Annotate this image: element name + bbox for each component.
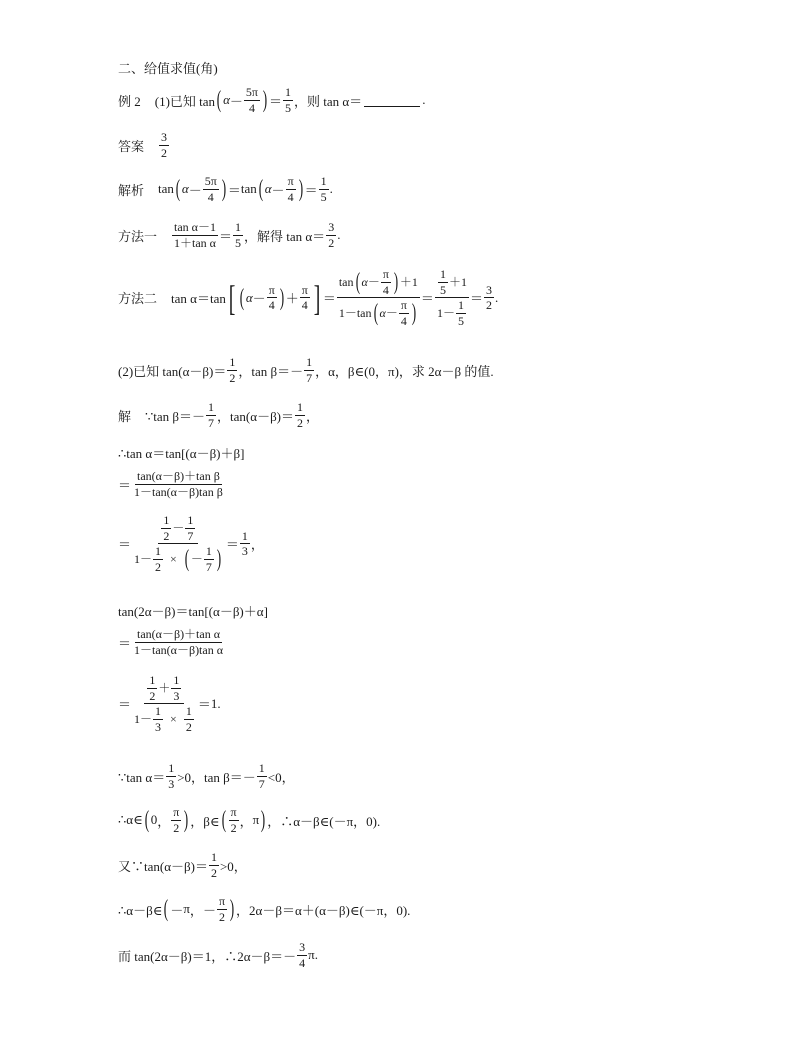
answer-line bbox=[118, 131, 170, 159]
part1-prefix: (1)已知 tan bbox=[154, 93, 216, 109]
numerator: 1 bbox=[155, 704, 162, 719]
fraction-1-5 bbox=[233, 221, 243, 249]
minus: － bbox=[172, 520, 185, 535]
numerator: 1 bbox=[241, 528, 248, 543]
solution-label: 解 bbox=[118, 408, 132, 424]
numerator: 3 bbox=[299, 940, 306, 954]
denominator: 4 bbox=[268, 298, 275, 313]
solution-line11b: ，2α－β＝α＋(α－β)∈(－π，0). bbox=[236, 902, 411, 918]
fraction-pi-2 bbox=[171, 806, 181, 834]
numerator: 1 bbox=[208, 400, 215, 414]
tan-sum-fraction-1 bbox=[132, 470, 225, 498]
plus: ＋ bbox=[158, 680, 171, 695]
method-1-mid: ，解得 tan α＝ bbox=[243, 228, 326, 244]
numerator: 1 bbox=[297, 400, 304, 414]
fraction-pi-4 bbox=[300, 284, 310, 312]
numerator: π bbox=[268, 282, 275, 297]
one: 1 bbox=[411, 274, 418, 289]
denominator: 4 bbox=[248, 100, 255, 115]
eq: ＝ bbox=[304, 182, 318, 198]
part2-mid1: ，tan β＝－ bbox=[238, 363, 304, 379]
numerator: π bbox=[301, 282, 308, 297]
one-minus: 1－ bbox=[436, 305, 455, 320]
tan-text: tan bbox=[240, 181, 257, 197]
fraction-pi-4 bbox=[267, 284, 277, 312]
denominator: 1－tan(α－β)tan β bbox=[134, 484, 223, 499]
part1-after: ，则 tan α＝ bbox=[293, 93, 363, 109]
denominator: 3 bbox=[168, 776, 175, 791]
denominator: 5 bbox=[439, 282, 446, 297]
method-2-compound-fraction bbox=[435, 268, 469, 327]
method-1-line bbox=[118, 221, 340, 249]
right-paren: ) bbox=[279, 284, 284, 311]
denominator: 5 bbox=[457, 313, 464, 328]
denominator: 4 bbox=[299, 955, 306, 970]
denominator: 1－tan(α－β)tan α bbox=[134, 642, 224, 657]
solution-line-12 bbox=[118, 941, 318, 969]
numerator: π bbox=[230, 805, 237, 819]
minus: － bbox=[252, 291, 266, 307]
fraction-pi-2 bbox=[217, 895, 227, 923]
alpha: α bbox=[264, 181, 272, 197]
section-title bbox=[118, 58, 218, 77]
solution-line-3 bbox=[118, 470, 226, 498]
left-paren: ( bbox=[355, 269, 360, 296]
denominator: 4 bbox=[382, 282, 389, 297]
left-paren: ( bbox=[373, 300, 378, 327]
numerator: 1 bbox=[439, 267, 446, 281]
tan-text: tan bbox=[158, 181, 174, 197]
numerator: 3 bbox=[485, 282, 492, 297]
solution-line11a: ∴α－β∈ bbox=[118, 902, 163, 918]
denominator: 7 bbox=[306, 370, 313, 385]
one-minus: 1－ bbox=[134, 551, 153, 566]
comma: ， bbox=[157, 813, 171, 829]
fraction-1-7 bbox=[304, 356, 314, 384]
right-paren: ) bbox=[393, 269, 399, 296]
numerator: 1 bbox=[163, 513, 170, 527]
denominator: 2 bbox=[163, 528, 170, 543]
comma: ， bbox=[189, 902, 203, 918]
minus: － bbox=[188, 182, 202, 198]
numerator: 1 bbox=[187, 513, 194, 527]
one: 1 bbox=[460, 274, 467, 289]
denominator: 2 bbox=[485, 298, 492, 313]
solution-line1-text: ∵tan β＝－ bbox=[145, 408, 206, 424]
minus: － bbox=[385, 305, 398, 320]
alpha: α bbox=[245, 289, 253, 305]
eq: ＝ bbox=[420, 291, 434, 307]
left-bracket: [ bbox=[228, 277, 236, 318]
numerator: tan α－1 bbox=[174, 220, 216, 234]
denominator: 3 bbox=[155, 719, 162, 734]
fraction-1-2 bbox=[209, 851, 219, 879]
times: × bbox=[170, 711, 177, 726]
right-paren: ) bbox=[216, 546, 222, 573]
eq: ＝ bbox=[322, 291, 336, 307]
denominator bbox=[337, 298, 420, 327]
fraction-1-3 bbox=[153, 705, 163, 733]
denominator: 4 bbox=[301, 298, 308, 313]
solution-line8c: <0， bbox=[267, 769, 295, 785]
denominator: 2 bbox=[155, 559, 162, 574]
denominator: 5 bbox=[234, 235, 241, 250]
denominator: 5 bbox=[284, 100, 291, 115]
alpha: α bbox=[361, 274, 368, 289]
numerator bbox=[144, 674, 184, 704]
denominator: 4 bbox=[207, 189, 214, 204]
fraction-1-5 bbox=[319, 175, 329, 203]
example-2-part-1 bbox=[118, 86, 425, 114]
denominator bbox=[435, 298, 469, 327]
denominator: 3 bbox=[241, 544, 248, 559]
eq: ＝ bbox=[197, 697, 211, 713]
denominator: 2 bbox=[149, 688, 156, 703]
answer-label: 答案 bbox=[118, 138, 145, 154]
plus: ＋ bbox=[285, 291, 299, 307]
solution-line-7 bbox=[118, 674, 221, 733]
left-paren: ( bbox=[184, 546, 190, 573]
solution-line-6 bbox=[118, 628, 226, 656]
numerator: π bbox=[382, 267, 389, 281]
pi: π bbox=[183, 901, 190, 917]
eq: ＝ bbox=[225, 537, 239, 553]
method-2-line bbox=[118, 268, 498, 327]
numerator: tan(α－β)＋tan β bbox=[137, 469, 220, 483]
answer-fraction bbox=[159, 131, 169, 159]
denominator: 2 bbox=[218, 909, 225, 924]
solution-line2-text: ∴tan α＝tan[(α－β)＋β] bbox=[118, 446, 245, 461]
numerator: 1 bbox=[185, 704, 192, 719]
denominator: 7 bbox=[205, 559, 212, 574]
plus: ＋ bbox=[399, 274, 412, 289]
denominator: 2 bbox=[230, 820, 237, 835]
eq: ＝ bbox=[227, 182, 241, 198]
right-paren: ) bbox=[298, 176, 303, 203]
eq: ＝ bbox=[268, 93, 282, 109]
numerator: 1 bbox=[210, 850, 217, 864]
fraction-1-2 bbox=[295, 401, 305, 429]
one-minus: 1－ bbox=[134, 711, 153, 726]
fraction-1-7 bbox=[206, 401, 216, 429]
numerator: 3 bbox=[161, 130, 168, 144]
numerator: 1 bbox=[205, 544, 212, 559]
left-paren: ( bbox=[175, 176, 181, 203]
part2-prefix: (2)已知 tan(α－β)＝ bbox=[118, 363, 227, 379]
fraction-1-3 bbox=[240, 530, 250, 558]
denominator bbox=[132, 704, 197, 733]
numeric-fraction-2 bbox=[132, 674, 197, 733]
denominator: 1＋tan α bbox=[174, 235, 216, 250]
solution-line-11 bbox=[118, 895, 410, 923]
eq: ＝ bbox=[118, 697, 132, 713]
comma: ， bbox=[250, 537, 264, 553]
comma: ， bbox=[306, 408, 320, 424]
denominator: 7 bbox=[208, 415, 215, 430]
numerator: 5π bbox=[245, 85, 258, 99]
eq: ＝ bbox=[118, 477, 132, 493]
alpha: α bbox=[181, 181, 189, 197]
eq: ＝ bbox=[118, 537, 132, 553]
fraction-1-5 bbox=[283, 86, 293, 114]
numerator: 1 bbox=[173, 673, 180, 687]
right-paren: ) bbox=[184, 807, 189, 834]
denominator: 7 bbox=[187, 528, 194, 543]
numerator bbox=[158, 514, 198, 544]
solution-line5-text: tan(2α－β)＝tan[(α－β)＋α] bbox=[118, 604, 268, 619]
denominator: 3 bbox=[173, 688, 180, 703]
fraction-1-5 bbox=[438, 268, 448, 296]
left-paren: ( bbox=[221, 807, 226, 834]
answer-blank bbox=[364, 94, 420, 107]
numerator: π bbox=[173, 805, 180, 819]
solution-line-10 bbox=[118, 851, 247, 879]
numerator: tan(α－β)＋tan α bbox=[137, 627, 221, 641]
analysis-label: 解析 bbox=[118, 182, 145, 198]
fraction-pi-4 bbox=[286, 175, 296, 203]
numerator: π bbox=[287, 174, 294, 188]
right-paren: ) bbox=[262, 87, 268, 114]
minus: － bbox=[229, 93, 243, 109]
minus: － bbox=[271, 182, 285, 198]
denominator: 2 bbox=[185, 719, 192, 734]
plus: ＋ bbox=[448, 274, 461, 289]
numerator: 1 bbox=[284, 85, 291, 99]
numeric-fraction-1 bbox=[132, 514, 225, 573]
alpha: α bbox=[379, 305, 386, 320]
numerator: 1 bbox=[155, 544, 162, 559]
method-2-big-fraction bbox=[337, 268, 420, 327]
solution-line9b: ，β∈ bbox=[190, 813, 220, 829]
solution-line9c: ，∴α－β∈(－π，0). bbox=[267, 813, 381, 829]
denominator: 5 bbox=[320, 189, 327, 204]
numerator: 1 bbox=[306, 355, 313, 369]
denominator: 2 bbox=[229, 370, 236, 385]
dot: . bbox=[337, 227, 341, 243]
analysis-line bbox=[118, 175, 333, 203]
dot: . bbox=[329, 181, 333, 197]
solution-line12b: π. bbox=[308, 947, 318, 963]
fraction-pi-2 bbox=[229, 806, 239, 834]
minus: － bbox=[190, 551, 203, 566]
numerator bbox=[435, 268, 469, 298]
denominator bbox=[132, 544, 225, 573]
solution-line-9 bbox=[118, 806, 380, 834]
fraction-1-7 bbox=[257, 762, 267, 790]
minus: － bbox=[202, 902, 216, 918]
solution-line10b: >0， bbox=[219, 858, 247, 874]
numerator: 1 bbox=[234, 220, 241, 234]
comma: ， bbox=[239, 813, 253, 829]
solution-line-8 bbox=[118, 762, 295, 790]
numerator: π bbox=[218, 894, 226, 908]
solution-line-2 bbox=[118, 443, 244, 462]
part1-end: . bbox=[422, 92, 426, 108]
example-2-part-2 bbox=[118, 356, 494, 384]
numerator: 1 bbox=[258, 761, 265, 775]
solution-line8a: ∵tan α＝ bbox=[118, 769, 166, 785]
solution-line-5 bbox=[118, 601, 268, 620]
numerator: 1 bbox=[457, 298, 464, 313]
solution-line8b: >0，tan β＝－ bbox=[177, 769, 256, 785]
method-1-label: 方法一 bbox=[118, 228, 158, 244]
fraction-1-7 bbox=[204, 545, 214, 573]
method-2-lhs: tan α＝tan bbox=[171, 291, 226, 307]
left-paren: ( bbox=[239, 284, 245, 311]
fraction-pi-4 bbox=[381, 268, 391, 296]
eq: ＝ bbox=[469, 291, 483, 307]
zero: 0 bbox=[150, 812, 158, 828]
right-paren: ) bbox=[221, 176, 227, 203]
one: 1 bbox=[210, 695, 218, 711]
method-2-label: 方法二 bbox=[118, 291, 158, 307]
eq: ＝ bbox=[118, 635, 132, 651]
denominator: 2 bbox=[161, 145, 168, 160]
times: × bbox=[170, 551, 177, 566]
fraction-3-2 bbox=[484, 284, 494, 312]
tan-text: tan bbox=[338, 274, 354, 289]
fraction-1-5 bbox=[456, 299, 466, 327]
pi: π bbox=[252, 812, 260, 828]
left-paren: ( bbox=[164, 896, 169, 923]
one-minus-tan: 1－tan bbox=[338, 305, 372, 320]
fraction-1-2 bbox=[227, 356, 237, 384]
dot: . bbox=[494, 289, 499, 305]
numerator: 1 bbox=[320, 174, 327, 188]
solution-line10a: 又∵tan(α－β)＝ bbox=[118, 858, 208, 874]
fraction-1-2 bbox=[147, 674, 157, 702]
solution-line1b-text: ，tan(α－β)＝ bbox=[217, 408, 295, 424]
numerator: 1 bbox=[149, 673, 156, 687]
left-paren: ( bbox=[216, 87, 222, 114]
denominator: 2 bbox=[328, 235, 335, 250]
part2-mid2: ，α，β∈(0，π)，求 2α－β 的值. bbox=[315, 363, 494, 379]
example-label: 例 2 bbox=[118, 93, 141, 109]
fraction-1-3 bbox=[171, 674, 181, 702]
numerator: π bbox=[400, 298, 407, 313]
numerator bbox=[337, 268, 420, 298]
right-paren: ) bbox=[261, 807, 266, 834]
fraction-5pi-4 bbox=[244, 86, 260, 114]
fraction-1-2 bbox=[161, 514, 171, 542]
fraction-1-7 bbox=[185, 514, 195, 542]
denominator: 4 bbox=[400, 313, 407, 328]
numerator: 1 bbox=[168, 761, 175, 775]
right-paren: ) bbox=[411, 300, 417, 327]
solution-line-1 bbox=[118, 401, 319, 429]
solution-line-4 bbox=[118, 514, 264, 573]
numerator: 5π bbox=[204, 174, 217, 188]
fraction-1-3 bbox=[166, 762, 176, 790]
fraction-5pi-4 bbox=[203, 175, 219, 203]
minus: － bbox=[170, 902, 184, 918]
method-1-fraction bbox=[172, 221, 218, 249]
denominator: 2 bbox=[210, 865, 217, 880]
solution-line9a: ∴α∈ bbox=[118, 812, 143, 828]
right-bracket: ] bbox=[313, 277, 321, 318]
dot: . bbox=[217, 695, 221, 711]
fraction-1-2 bbox=[153, 545, 163, 573]
denominator: 7 bbox=[258, 776, 265, 791]
tan-sum-fraction-2 bbox=[132, 628, 225, 656]
numerator: 1 bbox=[229, 355, 236, 369]
denominator: 2 bbox=[297, 415, 304, 430]
eq: ＝ bbox=[218, 228, 232, 244]
fraction-pi-4 bbox=[399, 299, 409, 327]
denominator: 4 bbox=[287, 189, 294, 204]
minus: － bbox=[367, 274, 380, 289]
left-paren: ( bbox=[258, 176, 263, 203]
alpha: α bbox=[223, 92, 230, 108]
section-title-text: 二、给值求值(角) bbox=[118, 61, 218, 76]
left-paren: ( bbox=[144, 807, 149, 834]
numerator: 3 bbox=[328, 220, 335, 234]
fraction-3-2 bbox=[326, 221, 336, 249]
right-paren: ) bbox=[229, 896, 235, 923]
fraction-1-2 bbox=[184, 705, 194, 733]
fraction-3-4 bbox=[297, 941, 307, 969]
solution-line12a: 而 tan(2α－β)＝1，∴2α－β＝－ bbox=[118, 948, 297, 964]
denominator: 2 bbox=[173, 820, 180, 835]
